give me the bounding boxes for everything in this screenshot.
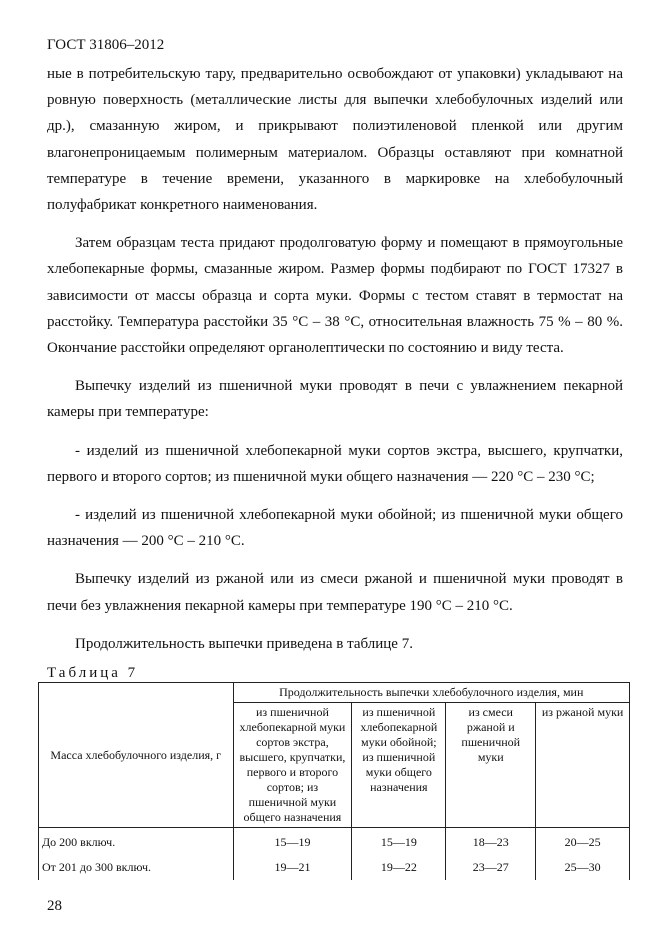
table-cell: 23—27 <box>446 855 536 880</box>
table-cell-mass: До 200 включ. <box>39 828 234 856</box>
table-cell: 15—19 <box>233 828 352 856</box>
list-item-wheat-premium: - изделий из пшеничной хлебопекарной муки сортов экстра, высшего, крупчатки, первого и второго сортов; из пшеничной муки общего назначения — 220 °С – 230 °С; <box>47 442 623 485</box>
column-header-wheat-wholegrain: из пшеничной хлебопекарной муки обойной; из пшеничной муки общего назначения <box>352 703 446 828</box>
table-cell: 19—21 <box>233 855 352 880</box>
table-cell: 19—22 <box>352 855 446 880</box>
table-cell: 25—30 <box>536 855 630 880</box>
document-header: ГОСТ 31806–2012 <box>47 37 165 53</box>
paragraph-proofing: Затем образцам теста придают продолговатую форму и помещают в прямоугольные хлебопекарные формы, смазанные жиром. Размер формы подбирают по ГОСТ 17327 в зависимости от массы образца и сорта муки. Формы с тестом ставят в термостат на расстойку. Температура расстойки 35 °С – 38 °С, относительная влажность 75 % – 80 %. Окончание расстойки определяют органолептически по состоянию и виду теста. <box>47 235 623 357</box>
paragraph-table-reference: Продолжительность выпечки приведена в таблице 7. <box>75 635 413 652</box>
duration-group-header: Продолжительность выпечки хлебобулочного изделия, мин <box>233 683 629 703</box>
baking-duration-table <box>38 682 630 880</box>
table-cell: 20—25 <box>536 828 630 856</box>
table-cell: 18—23 <box>446 828 536 856</box>
table-row <box>39 855 630 880</box>
paragraph-baking-wheat: Выпечку изделий из пшеничной муки проводят в печи с увлажнением пекарной камеры при температуре: <box>47 378 623 421</box>
list-item-wheat-wholegrain: - изделий из пшеничной хлебопекарной муки обойной; из пшеничной муки общего назначения — 200 °С – 210 °С. <box>47 507 623 550</box>
table-cell: 15—19 <box>352 828 446 856</box>
mass-column-header: Масса хлебобулочного изделия, г <box>39 683 234 828</box>
table-caption: Таблица 7 <box>47 665 139 681</box>
paragraph-baking-rye: Выпечку изделий из ржаной или из смеси ржаной и пшеничной муки проводят в печи без увлажнения пекарной камеры при температуре 190 °С – 210 °С. <box>47 571 623 614</box>
page-number: 28 <box>47 898 62 914</box>
table-row <box>39 828 630 856</box>
column-header-rye: из ржаной муки <box>536 703 630 828</box>
column-header-rye-wheat-mix: из смеси ржаной и пшеничной муки <box>446 703 536 828</box>
table-cell-mass: От 201 до 300 включ. <box>39 855 234 880</box>
paragraph-packaging: ные в потребительскую тару, предварительно освобождают от упаковки) укладывают на ровную поверхность (металлические листы для выпечки хлебобулочных изделий или др.), смазанную жиром, и прикрывают полиэтиленовой пленкой или другим влагонепроницаемым полимерным материалом. Образцы оставляют при комнатной температуре в течение времени, указанного в маркировке на хлебобулочный полуфабрикат конкретного наименования. <box>47 66 623 214</box>
table-header-row <box>39 683 630 703</box>
column-header-wheat-premium: из пшеничной хлебопекарной муки сортов экстра, высшего, крупчатки, первого и второго сортов; из пшеничной муки общего назначения <box>233 703 352 828</box>
body-text <box>47 61 623 657</box>
